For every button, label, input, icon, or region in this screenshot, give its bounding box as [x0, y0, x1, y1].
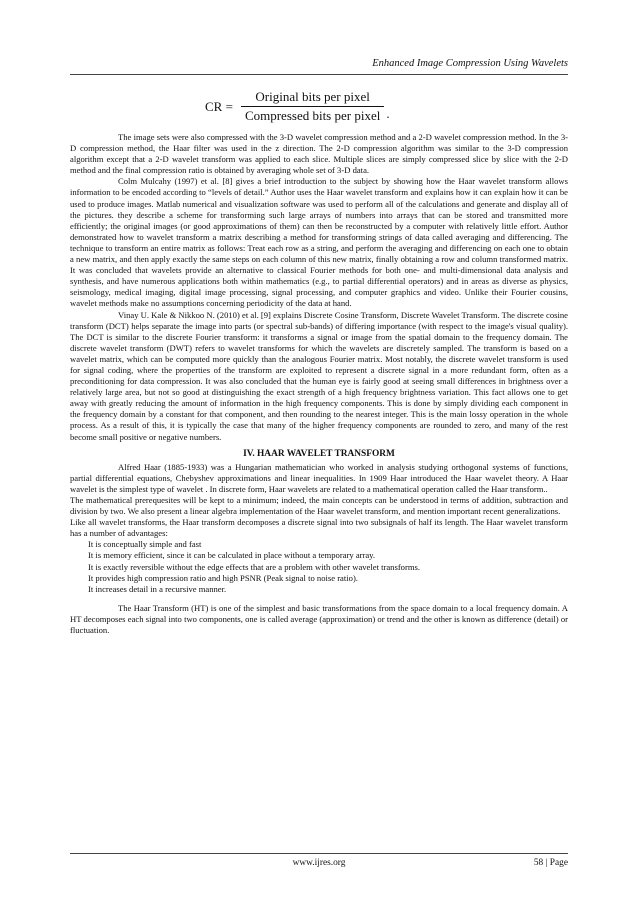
list-item	[70, 550, 568, 561]
formula-period: .	[386, 105, 390, 121]
page-number: 58 | Page	[533, 858, 568, 868]
paragraph-haar-intro: Alfred Haar (1885-1933) was a Hungarian mathematician who worked in analysis studying orthogonal systems of functions, partial differential equations, Chebyshev approximations and linear inequalities. In 1909 Haar introduced the Haar wavelet theory. A Haar wavelet is the simplest type of wavelet . In discrete form, Haar wavelets are related to a mathematical operation called the Haar transform..	[70, 461, 568, 494]
paragraph-haar-transform: The Haar Transform (HT) is one of the simplest and basic transformations from the space domain to a local frequency domain. A HT decomposes each signal into two components, one is called average (approximation) or trend and the other is known as difference (detail) or fluctuation.	[70, 602, 568, 636]
body-text	[70, 132, 568, 636]
paragraph-advantages-intro: Like all wavelet transforms, the Haar transform decomposes a discrete signal into two subsignals of half its length. The Haar wavelet transform has a number of advantages:	[70, 517, 568, 539]
paragraph-prerequisites: The mathematical prerequesites will be kept to a minimum; indeed, the main concepts can be understood in terms of addition, subtraction and division by two. We also present a linear algebra implementation of the Haar wavelet transform, and mention important recent generalizations.	[70, 495, 568, 517]
bullet-marker	[70, 584, 88, 595]
formula-numerator: Original bits per pixel	[255, 89, 370, 104]
paragraph-kale: Vinay U. Kale & Nikkoo N. (2010) et al. [9] explains Discrete Cosine Transform, Discrete Wavelet Transform. The discrete cosine transform (DCT) helps separate the image into parts (or spectral sub-bands) of differing importance (with respect to the image's visual quality). The DCT is similar to the discrete Fourier transform: it transforms a signal or image from the spatial domain to the frequency domain. The discrete wavelet transform (DWT) refers to wavelet transforms for which the wavelets are discretely sampled. The transform is based on a wavelet matrix, which can be computed more quickly than the analogous Fourier matrix. Most notably, the discrete wavelet transform is used for signal coding, where the properties of the transform are exploited to represent a discrete signal in a more redundant form, often as a preconditioning for data compression. It was also concluded that the human eye is fairly good at seeing small differences in brightness over a relatively large area, but not so good at distinguishing the exact strength of a high frequency brightness variation. This fact allows one to get away with greatly reducing the amount of information in the high frequency components. This is done by simply dividing each component in the frequency domain by a constant for that component, and then rounding to the nearest integer. This is the main lossy operation in the whole process. As a result of this, it is typically the case that many of the higher frequency components are rounded to zero, and many of the rest become small positive or negative numbers.	[70, 309, 568, 442]
formula-lhs: CR =	[205, 98, 233, 114]
bullet-marker	[70, 562, 88, 573]
paragraph-mulcahy: Colm Mulcahy (1997) et al. [8] gives a brief introduction to the subject by showing how the Haar wavelet transform allows information to be encoded according to “levels of detail.” Author uses the Haar wavelet transform and explains how it can explain how it can be used to produce images. Matlab numerical and visualization software was used to perform all of the calculations and generate and display all of the pictures. they describe a scheme for transforming such large arrays of numbers into arrays that can be stored and transmitted more efficiently; the original images (or good approximations of them) can then be reconstructed by a computer with relatively little effort. Author demonstrated how to wavelet transform a matrix describing a method for transforming strings of data called averaging and differencing. The technique to transform an entire matrix as follows: Treat each row as a string, and perform the averaging and differencing on each one to obtain a new matrix, and then apply exactly the same steps on each column of this new matrix, finally obtaining a row and column transformed matrix. It was concluded that wavelets provide an alternative to classical Fourier methods for both one- and multi-dimensional data analysis and synthesis, and have numerous applications both within mathematics (e.g., to partial differential operators) and in areas as diverse as physics, seismology, medical imaging, digital image processing, signal processing, and computer graphics and video. Unlike their Fourier cousins, wavelet methods make no assumptions concerning periodicity of the data at hand.	[70, 176, 568, 309]
advantages-list	[70, 539, 568, 594]
list-item	[70, 584, 568, 595]
bullet-text: It increases detail in a recursive manner.	[88, 583, 227, 594]
paragraph-3d-compression: The image sets were also compressed with the 3-D wavelet compression method and a 2-D wavelet compression method. In the 3-D compression method, the Haar filter was used in the z direction. The 2-D compression algorithm was similar to the 3-D compression algorithm except that a 2-D wavelet transform was applied to each slice. Multiple slices are simply compressed slice by slice with the 2-D method and the final compression ratio is obtained by averaging whole set of 3-D data.	[70, 132, 568, 176]
bullet-text: It is exactly reversible without the edge effects that are a problem with other wavelet transforms.	[88, 561, 421, 572]
spacer	[70, 595, 568, 603]
section-heading: IV. HAAR WAVELET TRANSFORM	[243, 448, 395, 459]
running-header: Enhanced Image Compression Using Wavelets	[372, 58, 568, 69]
list-item	[70, 573, 568, 584]
formula-denominator: Compressed bits per pixel	[241, 106, 384, 124]
bullet-marker	[70, 539, 88, 550]
bullet-text: It is memory efficient, since it can be calculated in place without a temporary array.	[88, 550, 376, 561]
list-item	[70, 539, 568, 550]
compression-ratio-formula	[205, 89, 390, 124]
bullet-marker	[70, 550, 88, 561]
footer-divider	[70, 853, 568, 854]
bullet-marker	[70, 573, 88, 584]
bullet-text: It provides high compression ratio and high PSNR (Peak signal to noise ratio).	[88, 572, 358, 583]
list-item	[70, 562, 568, 573]
bullet-text: It is conceptually simple and fast	[88, 539, 202, 550]
footer-website: www.ijres.org	[292, 858, 346, 868]
header-divider	[70, 74, 568, 75]
formula-fraction	[241, 89, 384, 124]
